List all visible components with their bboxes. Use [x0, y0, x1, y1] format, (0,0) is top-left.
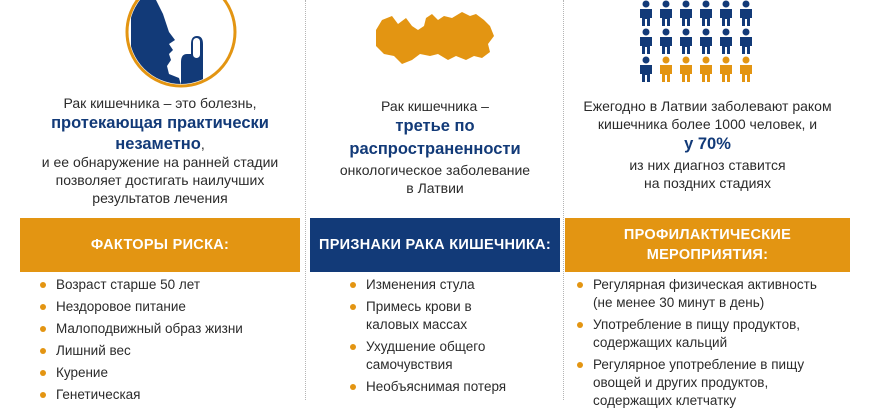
person-icon — [660, 57, 672, 83]
column-colon-cancer-silent — [20, 0, 300, 400]
person-icon — [700, 1, 712, 27]
banner-title: ПРОФИЛАКТИЧЕСКИЕ — [623, 227, 792, 243]
list-item — [577, 356, 847, 410]
bullet-dot-icon — [577, 362, 583, 368]
latvia-map-icon — [372, 4, 498, 75]
silence-face-icon — [123, 0, 239, 95]
bullet-dot-icon — [40, 326, 46, 332]
comma: , — [200, 136, 205, 152]
highlight-text: у 70% — [684, 135, 731, 153]
list-item — [40, 276, 300, 294]
banner-title: ФАКТОРЫ РИСКА: — [90, 237, 230, 253]
list-item-text: самочувствия — [366, 357, 453, 372]
top-line: в Латвии — [406, 180, 464, 196]
list-item-text: Регулярное употребление в пищу — [593, 357, 805, 372]
person-icon — [720, 29, 732, 55]
prevention-banner — [565, 218, 850, 272]
highlight-text: незаметно — [115, 135, 201, 153]
list-item-text: Лишний вес — [56, 343, 131, 358]
list-item-text: содержащих клетчатку — [593, 393, 737, 408]
person-icon — [680, 29, 692, 55]
banner-title: ПРИЗНАКИ РАКА КИШЕЧНИКА: — [318, 237, 551, 253]
top-line: Ежегодно в Латвии заболевают раком — [583, 98, 832, 114]
banner-title: МЕРОПРИЯТИЯ: — [646, 247, 769, 263]
list-item-text: Регулярная физическая активность — [593, 277, 817, 292]
list-item — [350, 378, 555, 396]
top-text — [565, 97, 850, 192]
list-item-text: Необъяснимая потеря — [366, 379, 507, 394]
top-line: Рак кишечника – это болезнь, — [63, 95, 257, 111]
column-divider — [305, 0, 306, 400]
list-item-text: Употребление в пищу продуктов, — [593, 317, 801, 332]
bullet-dot-icon — [350, 344, 356, 350]
list-item-text: Нездоровое питание — [56, 299, 186, 314]
bullet-dot-icon — [577, 322, 583, 328]
top-line: кишечника более 1000 человек, и — [597, 116, 818, 132]
bullet-dot-icon — [40, 370, 46, 376]
person-icon — [740, 29, 752, 55]
person-icon — [680, 1, 692, 27]
person-icon — [640, 57, 652, 83]
symptoms-banner — [310, 218, 560, 272]
list-item-text: овощей и других продуктов, — [593, 375, 769, 390]
person-icon — [640, 1, 652, 27]
highlight-text: протекающая практически — [51, 114, 269, 132]
list-item — [350, 298, 555, 334]
highlight-text: третье по — [395, 117, 475, 135]
list-item-text: Ухудшение общего — [366, 339, 486, 354]
top-line: на поздних стадиях — [644, 175, 771, 191]
list-item — [40, 364, 300, 382]
person-icon — [660, 29, 672, 55]
bullet-dot-icon — [40, 304, 46, 310]
list-item — [40, 386, 300, 404]
list-item — [40, 342, 300, 360]
person-icon — [740, 1, 752, 27]
list-item-text: Примесь крови в — [366, 299, 472, 314]
bullet-dot-icon — [40, 392, 46, 398]
people-grid-icon — [637, 0, 757, 87]
list-item — [350, 338, 555, 374]
list-item-text: каловых массах — [366, 317, 468, 332]
bullet-dot-icon — [40, 348, 46, 354]
top-text — [20, 94, 300, 207]
top-line: и ее обнаружение на ранней стадии — [41, 154, 279, 170]
column-divider — [563, 0, 564, 400]
top-line: Рак кишечника – — [381, 98, 489, 114]
list-item-text: Курение — [56, 365, 108, 380]
bullet-dot-icon — [577, 282, 583, 288]
list-item-text: Генетическая — [56, 387, 141, 402]
person-icon — [660, 1, 672, 27]
top-line: позволяет достигать наилучших — [55, 172, 265, 188]
bullet-dot-icon — [350, 304, 356, 310]
bullet-dot-icon — [350, 384, 356, 390]
list-item-text: (не менее 30 минут в день) — [593, 295, 765, 310]
person-icon — [740, 57, 752, 83]
prevention-list — [577, 276, 847, 414]
top-line: из них диагноз ставится — [629, 157, 786, 173]
risk-factors-banner — [20, 218, 300, 272]
person-icon — [640, 29, 652, 55]
list-item-text: Возраст старше 50 лет — [56, 277, 201, 292]
highlight-text: распространенности — [349, 140, 521, 158]
person-icon — [720, 57, 732, 83]
person-icon — [720, 1, 732, 27]
bullet-dot-icon — [350, 282, 356, 288]
top-line: онкологическое заболевание — [339, 162, 531, 178]
top-text — [310, 97, 560, 197]
person-icon — [700, 29, 712, 55]
list-item — [40, 320, 300, 338]
list-item — [40, 298, 300, 316]
list-item-text: Изменения стула — [366, 277, 475, 292]
risk-factors-list — [40, 276, 300, 408]
list-item — [577, 276, 847, 312]
top-line: результатов лечения — [92, 190, 228, 206]
list-item-text: Малоподвижный образ жизни — [56, 321, 243, 336]
list-item — [350, 276, 555, 294]
column-prevalence — [310, 0, 560, 400]
person-icon — [700, 57, 712, 83]
list-item — [577, 316, 847, 352]
symptoms-list — [350, 276, 555, 400]
column-statistics — [565, 0, 850, 408]
bullet-dot-icon — [40, 282, 46, 288]
list-item-text: содержащих кальций — [593, 335, 728, 350]
person-icon — [680, 57, 692, 83]
